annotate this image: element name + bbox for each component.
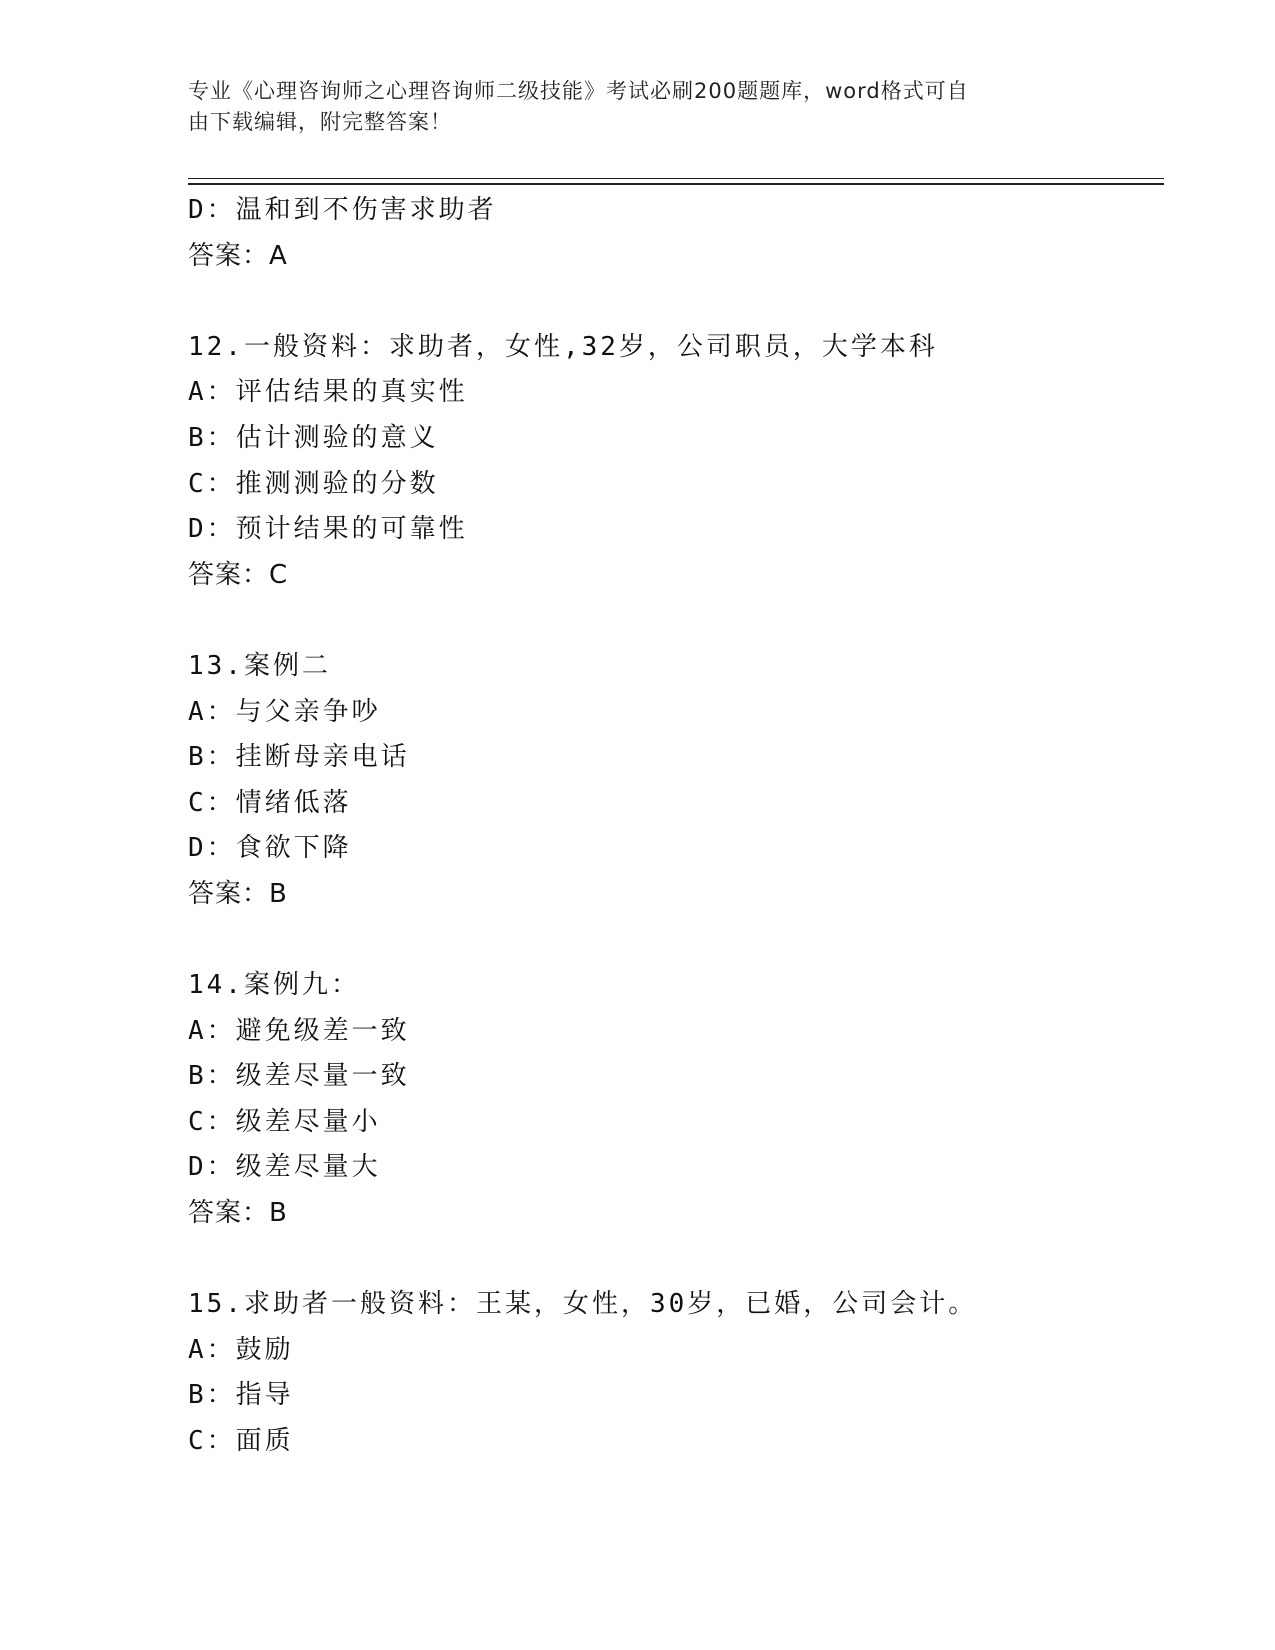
option-b: B：级差尽量一致 — [188, 1061, 410, 1092]
option-b: B：估计测验的意义 — [188, 422, 439, 453]
question-15 — [188, 1282, 1168, 1464]
question-stem: 13.案例二 — [188, 650, 331, 681]
option-b: B：挂断母亲电话 — [188, 742, 410, 773]
answer-line: 答案：B — [188, 1198, 288, 1229]
question-stem: 12.一般资料：求助者，女性,32岁，公司职员，大学本科 — [188, 331, 938, 362]
option-a: A：与父亲争吵 — [188, 696, 381, 727]
option-c: C：面质 — [188, 1426, 294, 1457]
answer-line: 答案：C — [188, 559, 289, 590]
header-line-1: 专业《心理咨询师之心理咨询师二级技能》考试必刷200题题库，word格式可自 — [188, 79, 969, 103]
document-header — [188, 76, 1078, 138]
question-content — [188, 188, 1168, 1465]
header-divider-thick — [188, 183, 1164, 185]
question-13 — [188, 644, 1168, 918]
answer-line: 答案：A — [188, 240, 288, 271]
option-d: D：食欲下降 — [188, 833, 352, 864]
question-stem: 14.案例九： — [188, 970, 360, 1001]
question-12 — [188, 325, 1168, 599]
spacer — [188, 279, 1168, 325]
question-stem: 15.求助者一般资料：王某，女性，30岁，已婚，公司会计。 — [188, 1289, 978, 1320]
option-d: D：预计结果的可靠性 — [188, 514, 468, 545]
option-c: C：情绪低落 — [188, 787, 352, 818]
spacer — [188, 598, 1168, 644]
header-line-2: 由下载编辑，附完整答案！ — [188, 110, 452, 134]
option-b: B：指导 — [188, 1380, 294, 1411]
option-c: C：级差尽量小 — [188, 1106, 381, 1137]
option-a: A：避免级差一致 — [188, 1015, 410, 1046]
answer-line: 答案：B — [188, 878, 288, 909]
option-a: A：评估结果的真实性 — [188, 377, 468, 408]
option-c: C：推测测验的分数 — [188, 468, 439, 499]
option-d: D：级差尽量大 — [188, 1152, 381, 1183]
option-d: D：温和到不伤害求助者 — [188, 195, 497, 225]
option-a: A：鼓励 — [188, 1334, 294, 1365]
header-divider-thin — [188, 178, 1164, 179]
question-14 — [188, 963, 1168, 1237]
spacer — [188, 1237, 1168, 1283]
spacer — [188, 918, 1168, 964]
